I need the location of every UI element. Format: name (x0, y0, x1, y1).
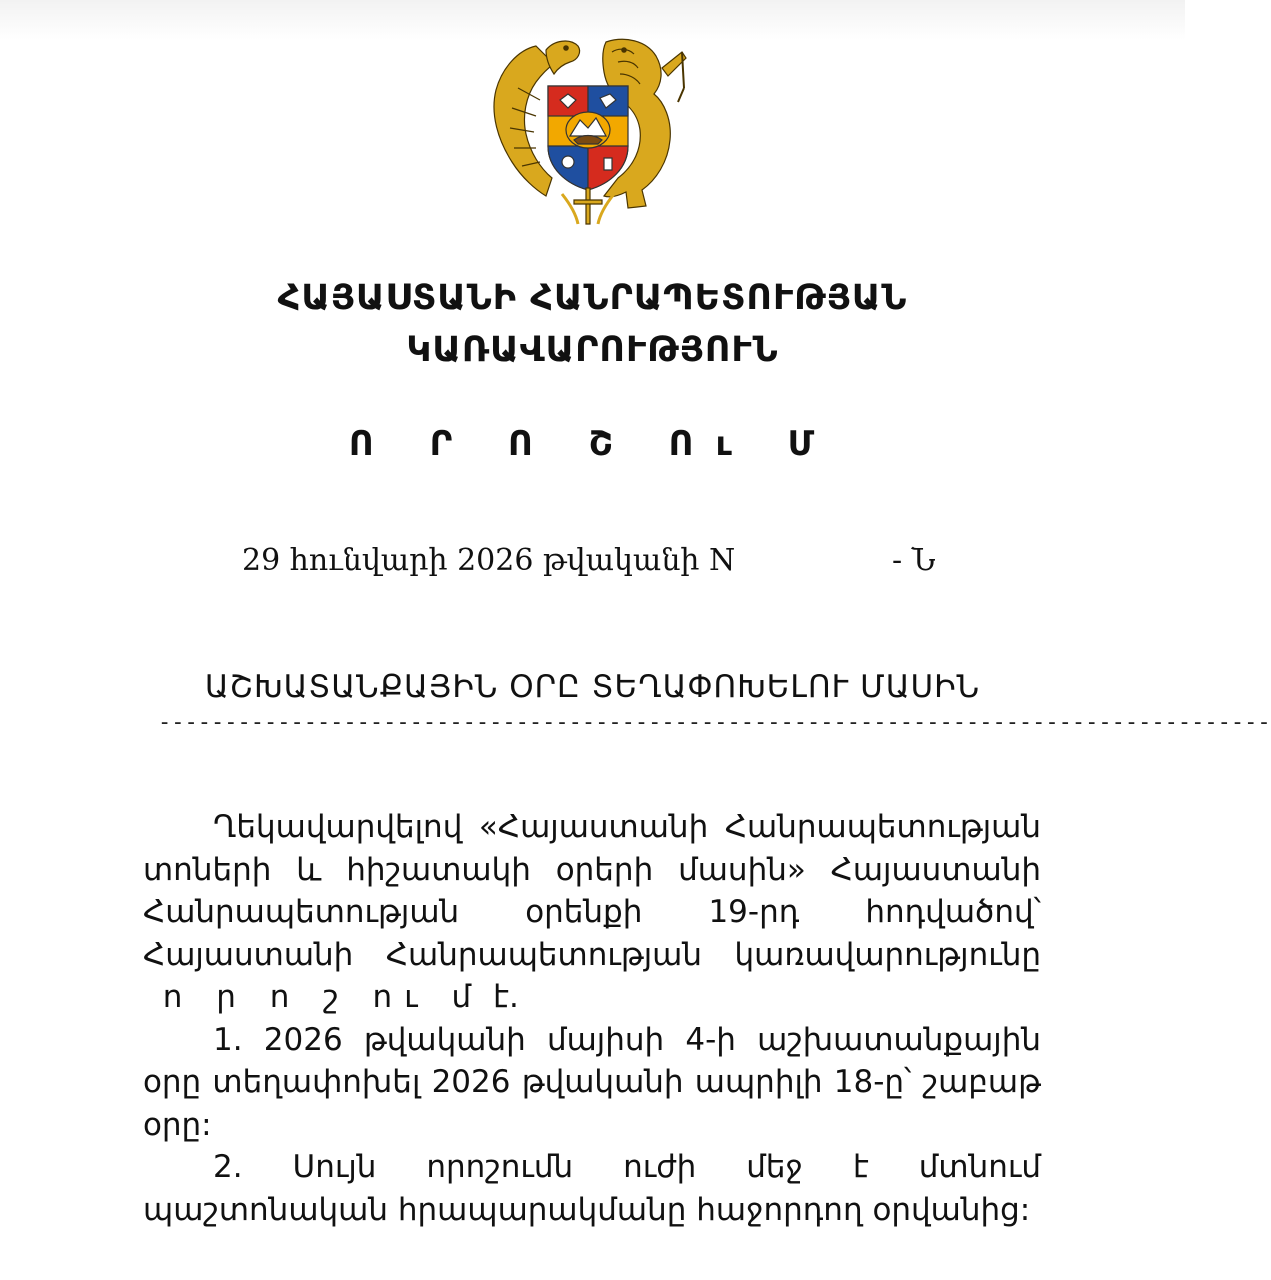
preamble-paragraph (143, 806, 1041, 1019)
document-type-heading: Ո Ր Ո Շ Ու Մ (348, 424, 837, 464)
decision-number-suffix: - Ն (892, 543, 936, 578)
decision-word: ո ր ո շ ու մ (162, 979, 484, 1015)
date-number-line (242, 538, 962, 584)
shield-figure (548, 86, 628, 190)
decision-date: 29 հունվարի 2026 թվականի N (242, 543, 736, 578)
decision-subject: ԱՇԽԱՏԱՆՔԱՅԻՆ ՕՐԸ ՏԵՂԱՓՈԽԵԼՈՒ ՄԱՍԻՆ (204, 669, 981, 705)
government-title-line-2: ԿԱՌԱՎԱՐՈՒԹՅՈՒՆ (406, 330, 779, 370)
item-2-text: 2. Սույն որոշումն ուժի մեջ է մտնում պաշտոնական հրապարակմանը հաջորդող օրվանից: (143, 1149, 1041, 1228)
item-1-paragraph (143, 1019, 1041, 1147)
item-1-text: 1. 2026 թվականի մայիսի 4-ի աշխատանքային օրը տեղափոխել 2026 թվականի ապրիլի 18-ը՝ շաբաթ օրը: (143, 1021, 1041, 1143)
government-title-line-1: ՀԱՅԱՍՏԱՆԻ ՀԱՆՐԱՊԵՏՈՒԹՅԱՆ (277, 278, 908, 318)
item-2-paragraph (143, 1146, 1041, 1231)
decision-end: է. (493, 979, 519, 1015)
coat-of-arms-icon (478, 28, 698, 228)
preamble-text: Ղեկավարվելով «Հայաստանի Հանրապետության տոների և հիշատակի օրերի մասին» Հայաստանի Հանրապետության օրենքի 19-րդ հոդվածով՝ Հայաստանի Հանրապետության կառավարությունը (143, 809, 1041, 973)
decision-body (143, 806, 1041, 1231)
separator-line: ------------------------------------------------------------------------------------ (158, 710, 1271, 735)
